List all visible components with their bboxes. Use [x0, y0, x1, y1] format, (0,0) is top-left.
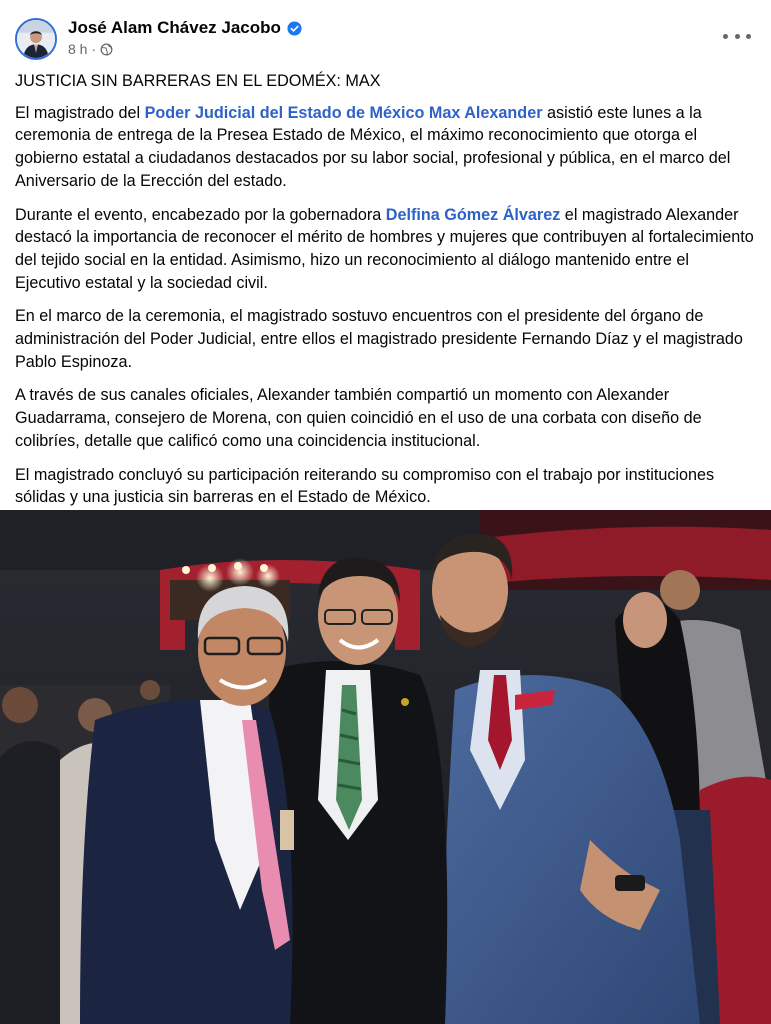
paragraph-text: el magistrado Alexander destacó la importancia de reconocer el mérito de hombres y mujeres que contribuyen al fortalecimiento del tejido social en la entidad. Asimismo, hizo un reconocimiento al diálogo mantenido entre el Ejecutivo estatal y la sociedad civil. [15, 205, 754, 292]
more-options-icon[interactable] [723, 26, 751, 46]
post-paragraph-4: A través de sus canales oficiales, Alexander también compartió un momento con Alexander Guadarrama, consejero de Morena, con quien coincidió en el uso de una corbata con diseño de colibríes, detalle que calificó como una coincidencia institucional. [15, 386, 702, 450]
verified-badge-icon [287, 21, 302, 36]
author-avatar[interactable] [15, 18, 57, 60]
author-name-row [68, 18, 302, 38]
avatar-image [17, 20, 55, 58]
post-paragraph-2 [15, 204, 757, 295]
globe-icon[interactable] [100, 43, 113, 56]
more-dot [723, 34, 728, 39]
post-paragraph-1 [15, 102, 757, 193]
post-meta [68, 41, 113, 57]
post-paragraph-3: En el marco de la ceremonia, el magistrado sostuvo encuentros con el presidente del órgano de administración del Poder Judicial, entre ellos el magistrado presidente Fernando Díaz y el magistrado Pablo Espinoza. [15, 307, 743, 371]
post-header [0, 0, 771, 66]
post-title: JUSTICIA SIN BARRERAS EN EL EDOMÉX: MAX [15, 72, 381, 90]
post-photo[interactable] [0, 510, 771, 1024]
meta-separator: · [91, 41, 97, 57]
post-timestamp[interactable]: 8 h [68, 41, 88, 57]
photo-illustration [0, 510, 771, 1024]
paragraph-text: Durante el evento, encabezado por la gobernadora [15, 205, 386, 224]
author-name[interactable]: José Alam Chávez Jacobo [68, 18, 281, 37]
more-dot [735, 34, 740, 39]
post-paragraph-5: El magistrado concluyó su participación reiterando su compromiso con el trabajo por instituciones sólidas y una justicia sin barreras en el Estado de México. [15, 465, 715, 507]
more-dot [746, 34, 751, 39]
paragraph-text: El magistrado del [15, 103, 145, 122]
paragraph-text: asistió este lunes a la ceremonia de entrega de la Presea Estado de México, el máximo reconocimiento que otorga el gobierno estatal a ciudadanos destacados por su labor social, profesional y pública, en el marco del Aniversario de la Erección del estado. [15, 103, 731, 190]
post-text [15, 70, 757, 520]
mention-delfina-gomez[interactable]: Delfina Gómez Álvarez [385, 205, 561, 224]
mention-poder-judicial[interactable]: Poder Judicial del Estado de México Max Alexander [144, 103, 543, 122]
